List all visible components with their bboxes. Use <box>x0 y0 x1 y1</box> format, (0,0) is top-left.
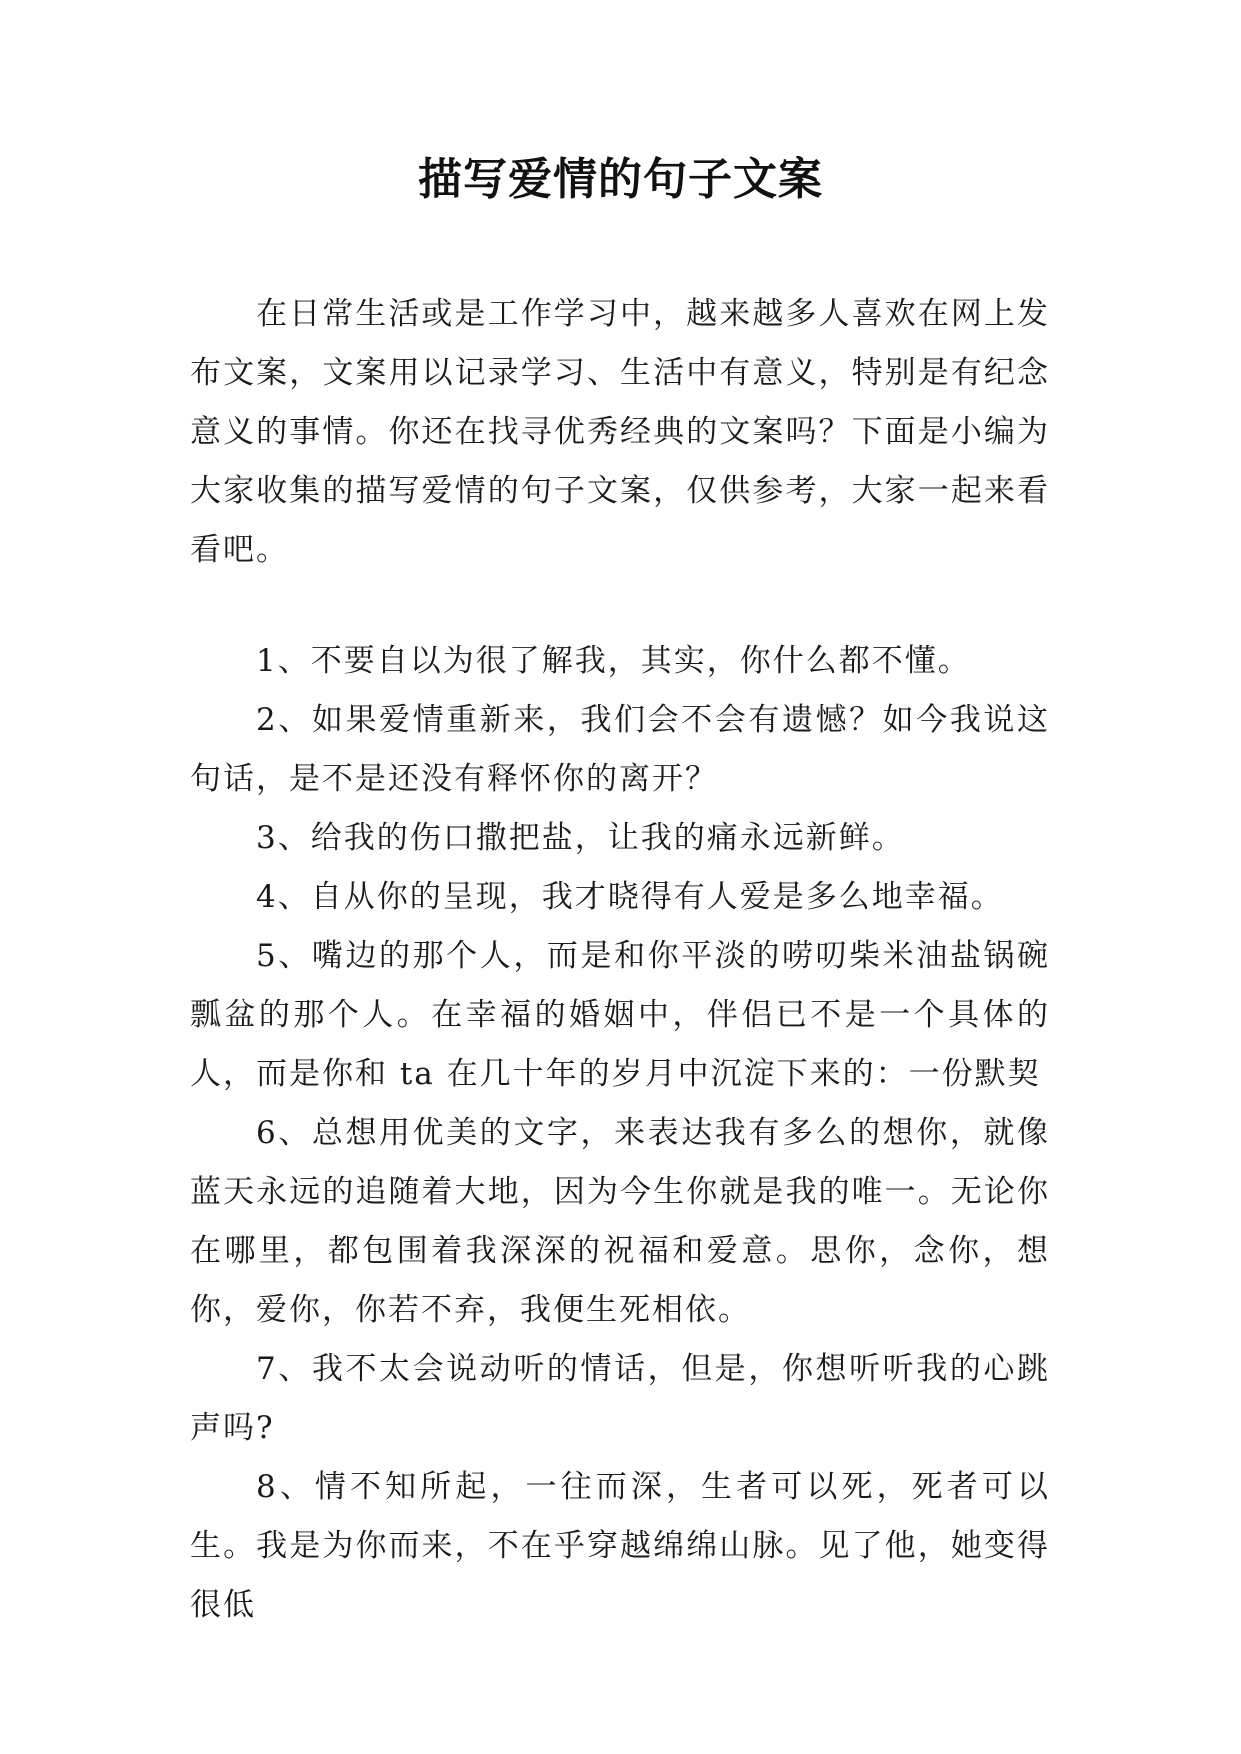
quote-item-4: 4、自从你的呈现，我才晓得有人爱是多么地幸福。 <box>256 879 1004 915</box>
page-title: 描写爱情的句子文案 <box>418 154 823 205</box>
quote-item-7: 7、我不太会说动听的情话，但是，你想听听我的心跳声吗? <box>190 1351 1050 1446</box>
quote-list <box>190 632 1050 1635</box>
intro-paragraph: 在日常生活或是工作学习中，越来越多人喜欢在网上发布文案，文案用以记录学习、生活中有意义，特别是有纪念意义的事情。你还在找寻优秀经典的文案吗？下面是小编为大家收集的描写爱情的句子文案，仅供参考，大家一起来看看吧。 <box>190 296 1050 568</box>
quote-item-8: 8、情不知所起，一往而深，生者可以死，死者可以生。我是为你而来，不在乎穿越绵绵山脉。见了他，她变得很低 <box>190 1469 1050 1623</box>
intro-section <box>190 285 1050 580</box>
quote-item-3: 3、给我的伤口撒把盐，让我的痛永远新鲜。 <box>256 820 905 856</box>
quote-item-5: 5、嘴边的那个人，而是和你平淡的唠叨柴米油盐锅碗瓢盆的那个人。在幸福的婚姻中，伴侣已不是一个具体的人，而是你和 ta 在几十年的岁月中沉淀下来的：一份默契 <box>190 938 1050 1092</box>
quote-item-2: 2、如果爱情重新来，我们会不会有遗憾？如今我说这句话，是不是还没有释怀你的离开？ <box>190 702 1050 797</box>
quote-item-1: 1、不要自以为很了解我，其实，你什么都不懂。 <box>256 643 971 679</box>
quote-item-6: 6、总想用优美的文字，来表达我有多么的想你，就像蓝天永远的追随着大地，因为今生你就是我的唯一。无论你在哪里，都包围着我深深的祝福和爱意。思你，念你，想你，爱你，你若不弃，我便生死相依。 <box>190 1115 1050 1328</box>
